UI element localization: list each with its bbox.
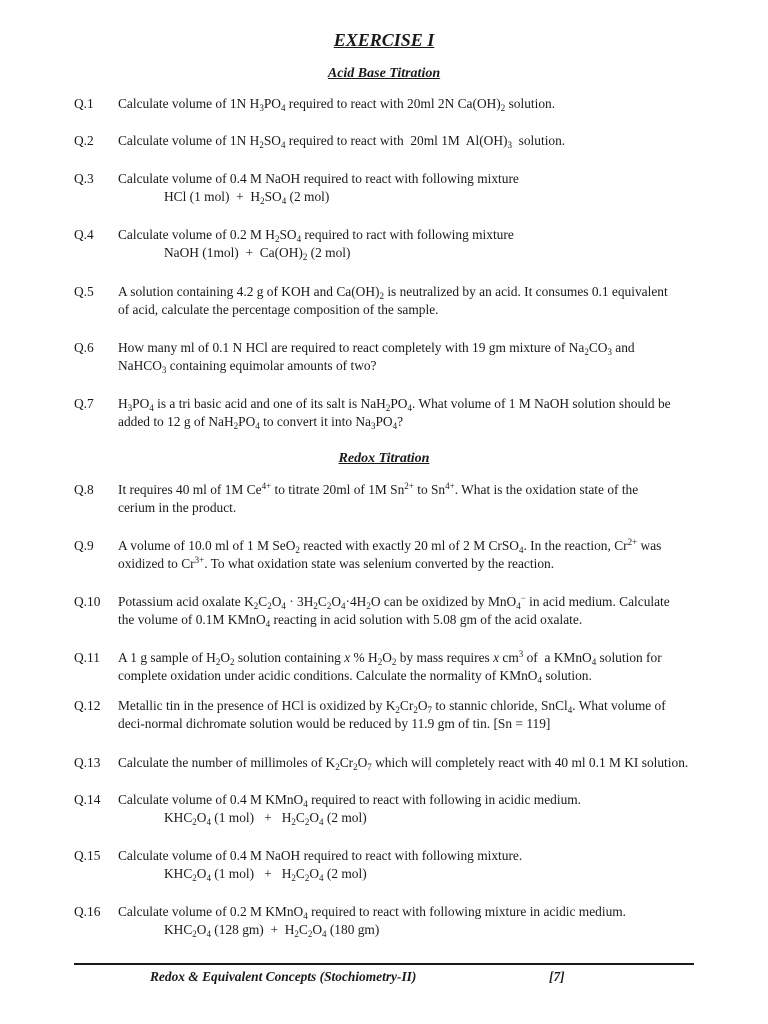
question-text: Calculate the number of millimoles of $K_2Cr_2O_7$ which will completely react with 40 ml 0.1 M KI solution. xyxy=(118,755,689,772)
reaction-formula: $KHC_2O_4$ (128 $gm) + H_2C_2O_4$ (180 gm) xyxy=(164,922,380,939)
question-item xyxy=(74,226,694,262)
question-number: Q.14 xyxy=(74,792,101,807)
question-item xyxy=(74,903,694,939)
question-number: Q.9 xyxy=(74,538,94,553)
question-number: Q.1 xyxy=(74,96,94,111)
question-text: It requires 40 ml of 1M $Ce^{4+}$ to titrate 20ml of 1M $Sn^{2+}$ to $Sn^{4+}$. What is the oxidation state of the cerium in the product. xyxy=(118,481,639,515)
section-heading-acid-base: Acid Base Titration xyxy=(327,66,441,81)
question-item xyxy=(74,593,694,629)
question-text: $H_3PO_4$ is a tri basic acid and one of its salt is $NaH_2PO_4$. What volume of 1 M NaOH solution should be added to 12 g of $NaH_2PO_4$ to convert it into $Na_3PO_4$? xyxy=(118,396,671,431)
question-text: Calculate volume of 1N $H_2SO_4$ required to react with 20ml 1M $Al(OH)_3$ solution. xyxy=(118,133,566,150)
question-number: Q.15 xyxy=(74,848,101,863)
question-number: Q.7 xyxy=(74,396,94,411)
question-number: Q.8 xyxy=(74,482,94,497)
question-item xyxy=(74,847,694,883)
question-text: How many ml of 0.1 N HCl are required to react completely with 19 gm mixture of $Na_2CO_3$ and NaHCO$_3$ containing equimolar amounts of two? xyxy=(118,340,635,375)
question-text: Calculate volume of 0.4 M KMnO$_4$ required to react with following in acidic medium. $KHC_2O_4$ (1 $mol) + H_2C_2O_4$ (2 mol) xyxy=(118,791,694,827)
reaction-formula: NaOH $(1mol) + Ca(OH)_2$ (2 mol) xyxy=(164,245,351,262)
question-number: Q.11 xyxy=(74,650,100,665)
question-item xyxy=(74,649,694,685)
question-text: Calculate volume of 1N $H_3PO_4$ required to react with 20ml 2N $Ca(OH)_2$ solution. xyxy=(118,96,556,113)
question-number: Q.12 xyxy=(74,698,101,713)
question-text: A solution containing 4.2 g of KOH and $Ca(OH)_2$ is neutralized by an acid. It consumes 0.1 equivalent of acid, calculate the percentage composition of the sample. xyxy=(118,284,668,317)
question-text: Calculate volume of 0.2 M KMnO$_4$ required to react with following mixture in acidic medium. $KHC_2O_4$ (128 $gm) + H_2C_2O_4$ (180 gm) xyxy=(118,903,694,939)
reaction-formula: $KHC_2O_4$ (1 $mol) + H_2C_2O_4$ (2 mol) xyxy=(164,866,367,883)
question-number: Q.4 xyxy=(74,227,94,242)
question-text: A volume of 10.0 ml of 1 M SeO$_2$ reacted with exactly 20 ml of 2 M CrSO$_4$. In the reaction, $Cr^{2+}$ was oxidized to $Cr^{3+}$. To what oxidation state was selenium converted by the reaction. xyxy=(118,537,662,571)
section-heading-redox: Redox Titration xyxy=(338,451,430,466)
question-item xyxy=(74,170,694,206)
reaction-formula: $KHC_2O_4$ (1 $mol) + H_2C_2O_4$ (2 mol) xyxy=(164,810,367,827)
question-text: Calculate volume of 0.4 M NaOH required to react with following mixture HCl (1 $mol) + H_2SO_4$ (2 mol) xyxy=(118,170,694,206)
exercise-title: EXERCISE I xyxy=(333,30,435,50)
footer-divider xyxy=(74,963,694,965)
question-item xyxy=(74,395,694,431)
question-item xyxy=(74,339,694,375)
reaction-formula: HCl (1 $mol) + H_2SO_4$ (2 mol) xyxy=(164,189,330,206)
question-text: A 1 g sample of $H_2O_2$ solution containing x % $H_2O_2$ by mass requires x $cm^3$ of a KMnO$_4$ solution for complete oxidation under acidic conditions. Calculate the normality of KMnO$_4$ solution. xyxy=(118,649,662,685)
page-number: [7] xyxy=(549,969,565,984)
question-item xyxy=(74,481,694,517)
question-number: Q.3 xyxy=(74,171,94,186)
question-text: Potassium acid oxalate $K_2C_2O_4 \cdot 3H_2C_2O_4\cdot 4H_2O$ can be oxidized by MnO$_4$− in acid medium. Calculate the volume of 0.1M KMnO$_4$ reacting in acid solution with 5.08 gm of the acid oxalate. xyxy=(118,593,670,629)
question-item xyxy=(74,283,694,319)
question-item xyxy=(74,791,694,827)
question-number: Q.16 xyxy=(74,904,101,919)
question-number: Q.5 xyxy=(74,284,94,299)
question-text: Metallic tin in the presence of HCl is oxidized by $K_2Cr_2O_7$ to stannic chloride, SnCl$_4$. What volume of deci-normal dichromate solution would be reduced by 11.9 gm of tin. [Sn = 119] xyxy=(118,698,666,731)
question-text: Calculate volume of 0.4 M NaOH required to react with following mixture. $KHC_2O_4$ (1 $mol) + H_2C_2O_4$ (2 mol) xyxy=(118,847,694,883)
question-number: Q.13 xyxy=(74,755,101,770)
question-item xyxy=(74,537,694,573)
question-item xyxy=(74,132,694,150)
question-number: Q.6 xyxy=(74,340,94,355)
footer-title: Redox & Equivalent Concepts (Stochiometry-II) xyxy=(150,969,417,984)
question-number: Q.10 xyxy=(74,594,101,609)
question-text: Calculate volume of 0.2 M $H_2SO_4$ required to ract with following mixture NaOH $(1mol) + Ca(OH)_2$ (2 mol) xyxy=(118,226,694,262)
question-number: Q.2 xyxy=(74,133,94,148)
question-item xyxy=(74,754,694,772)
question-item xyxy=(74,95,694,113)
question-item xyxy=(74,697,694,733)
